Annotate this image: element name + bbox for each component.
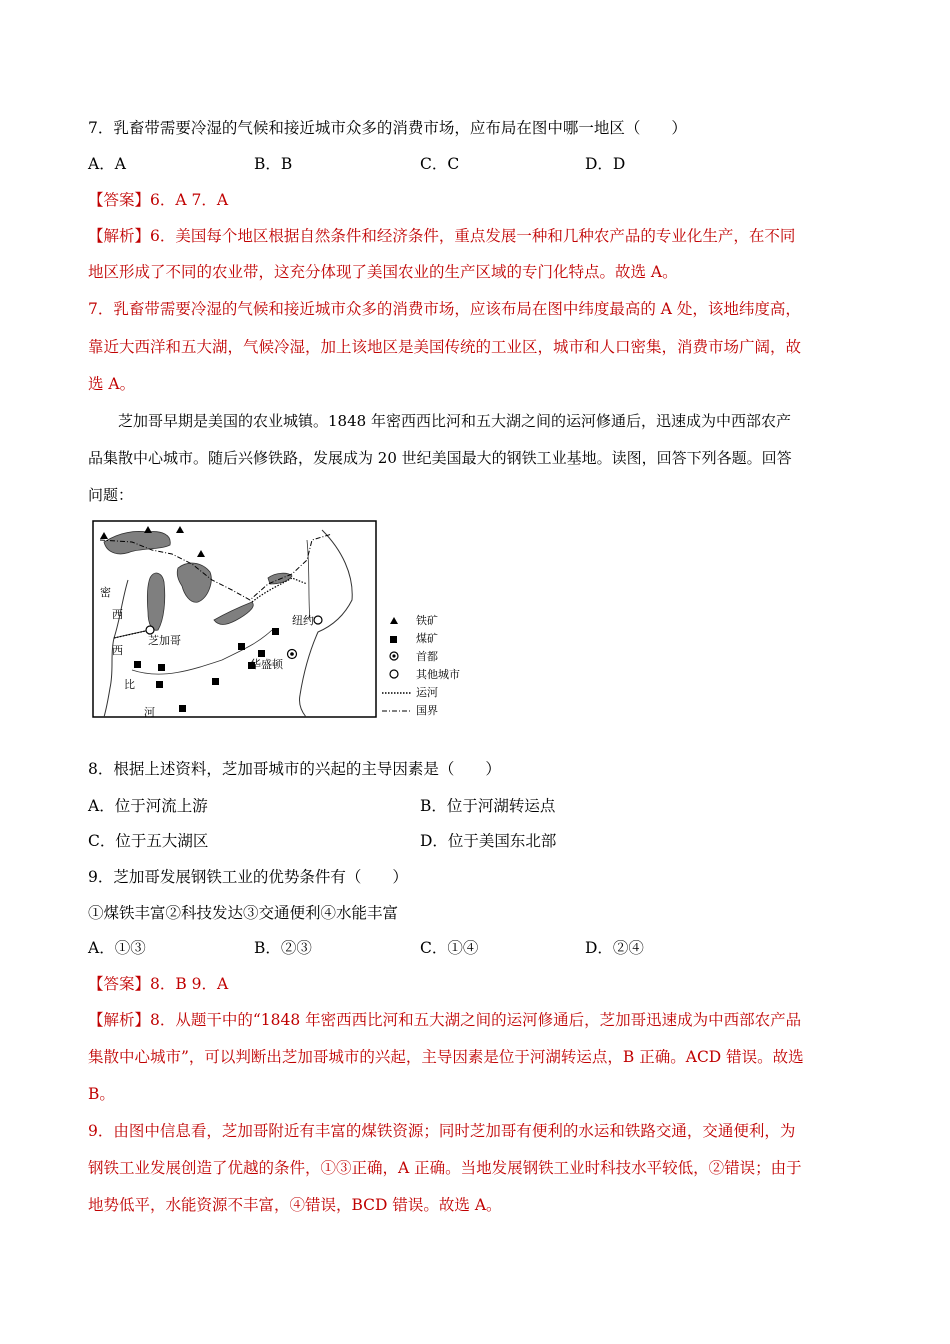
coal-marker-3 <box>156 681 163 688</box>
analysis-2-line-3: B。 <box>88 1085 115 1103</box>
capital-washington-dot <box>290 652 294 656</box>
legend-coal-icon <box>390 636 397 643</box>
q8-option-b: B．位于河湖转运点 <box>420 797 556 815</box>
q7-stem: 7．乳畜带需要冷湿的气候和接近城市众多的消费市场，应布局在图中哪一地区（ ） <box>88 119 687 137</box>
q7-option-b: B．B <box>254 155 293 173</box>
coal-marker-2 <box>158 664 165 671</box>
q9-option-c: C．①④ <box>420 939 479 957</box>
answer-1: 【答案】6．A 7．A <box>88 191 229 209</box>
q8-option-d: D．位于美国东北部 <box>420 832 557 850</box>
q8-option-c: C．位于五大湖区 <box>88 832 209 850</box>
q8-option-a: A．位于河流上游 <box>88 797 208 815</box>
legend-capital-dot <box>392 654 395 657</box>
q9-stem: 9．芝加哥发展钢铁工业的优势条件有（ ） <box>88 868 408 886</box>
passage-line-3: 问题： <box>88 486 134 504</box>
answer-2: 【答案】8．B 9．A <box>88 975 229 993</box>
passage-line-1: 芝加哥早期是美国的农业城镇。1848 年密西西比河和五大湖之间的运河修通后，迅速成为中西部农产 <box>118 412 791 430</box>
map-label-washington: 华盛顿 <box>250 658 283 671</box>
map-label-chicago: 芝加哥 <box>148 634 181 647</box>
chicago-map <box>92 520 464 720</box>
coal-marker-6 <box>238 643 245 650</box>
city-newyork-marker <box>314 616 322 624</box>
city-chicago-marker <box>146 626 154 634</box>
analysis-1-line-1: 【解析】6．美国每个地区根据自然条件和经济条件，重点发展一种和几种农产品的专业化生产，在不同 <box>88 227 796 245</box>
map-label-mi: 密 <box>100 586 111 599</box>
legend-capital: 首都 <box>416 650 438 663</box>
coal-marker-5 <box>212 678 219 685</box>
coal-marker-4 <box>179 705 186 712</box>
map-label-he: 河 <box>144 706 155 719</box>
passage-line-2: 品集散中心城市。随后兴修铁路，发展成为 20 世纪美国最大的钢铁工业基地。读图，回答下列各题。回答 <box>88 449 792 467</box>
map-label-xi2: 西 <box>112 644 123 657</box>
coal-marker-1 <box>134 661 141 668</box>
legend-iron: 铁矿 <box>416 614 438 627</box>
legend-city-icon <box>390 670 398 678</box>
analysis-2-line-1: 【解析】8．从题干中的“1848 年密西西比河和五大湖之间的运河修通后，芝加哥迅速成为中西部农产品 <box>88 1011 802 1029</box>
analysis-2-line-4: 9．由图中信息看，芝加哥附近有丰富的煤铁资源；同时芝加哥有便利的水运和铁路交通，交通便利，为 <box>88 1122 796 1140</box>
legend-border: 国界 <box>416 704 438 717</box>
q9-items: ①煤铁丰富②科技发达③交通便利④水能丰富 <box>88 904 399 922</box>
q7-option-d: D．D <box>585 155 626 173</box>
map-label-xi1: 西 <box>112 608 123 621</box>
map-label-bi: 比 <box>124 678 135 691</box>
map-label-newyork: 纽约 <box>292 614 314 627</box>
analysis-2-line-2: 集散中心城市”，可以判断出芝加哥城市的兴起，主导因素是位于河湖转运点，B 正确。ACD 错误。故选 <box>88 1048 804 1066</box>
analysis-1-line-5: 选 A。 <box>88 375 136 393</box>
q7-option-c: C．C <box>420 155 460 173</box>
analysis-1-line-3: 7．乳畜带需要冷湿的气候和接近城市众多的消费市场，应该布局在图中纬度最高的 A 处，该地纬度高， <box>88 300 801 318</box>
q9-option-d: D．②④ <box>585 939 644 957</box>
coal-marker-7 <box>258 650 265 657</box>
legend-iron-icon <box>390 617 398 624</box>
analysis-2-line-6: 地势低平，水能资源不丰富，④错误，BCD 错误。故选 A。 <box>88 1196 502 1214</box>
q9-option-b: B．②③ <box>254 939 312 957</box>
analysis-1-line-4: 靠近大西洋和五大湖，气候冷湿，加上该地区是美国传统的工业区，城市和人口密集，消费市场广阔，故 <box>88 338 802 356</box>
analysis-2-line-5: 钢铁工业发展创造了优越的条件，①③正确，A 正确。当地发展钢铁工业时科技水平较低，②错误；由于 <box>88 1159 802 1177</box>
q8-stem: 8．根据上述资料，芝加哥城市的兴起的主导因素是（ ） <box>88 760 501 778</box>
q7-option-a: A．A <box>88 155 126 173</box>
legend-city: 其他城市 <box>416 668 460 681</box>
coal-marker-8 <box>272 628 279 635</box>
analysis-1-line-2: 地区形成了不同的农业带，这充分体现了美国农业的生产区域的专门化特点。故选 A。 <box>88 263 678 281</box>
legend-canal: 运河 <box>416 686 438 699</box>
q9-option-a: A．①③ <box>88 939 146 957</box>
legend-coal: 煤矿 <box>416 632 438 645</box>
